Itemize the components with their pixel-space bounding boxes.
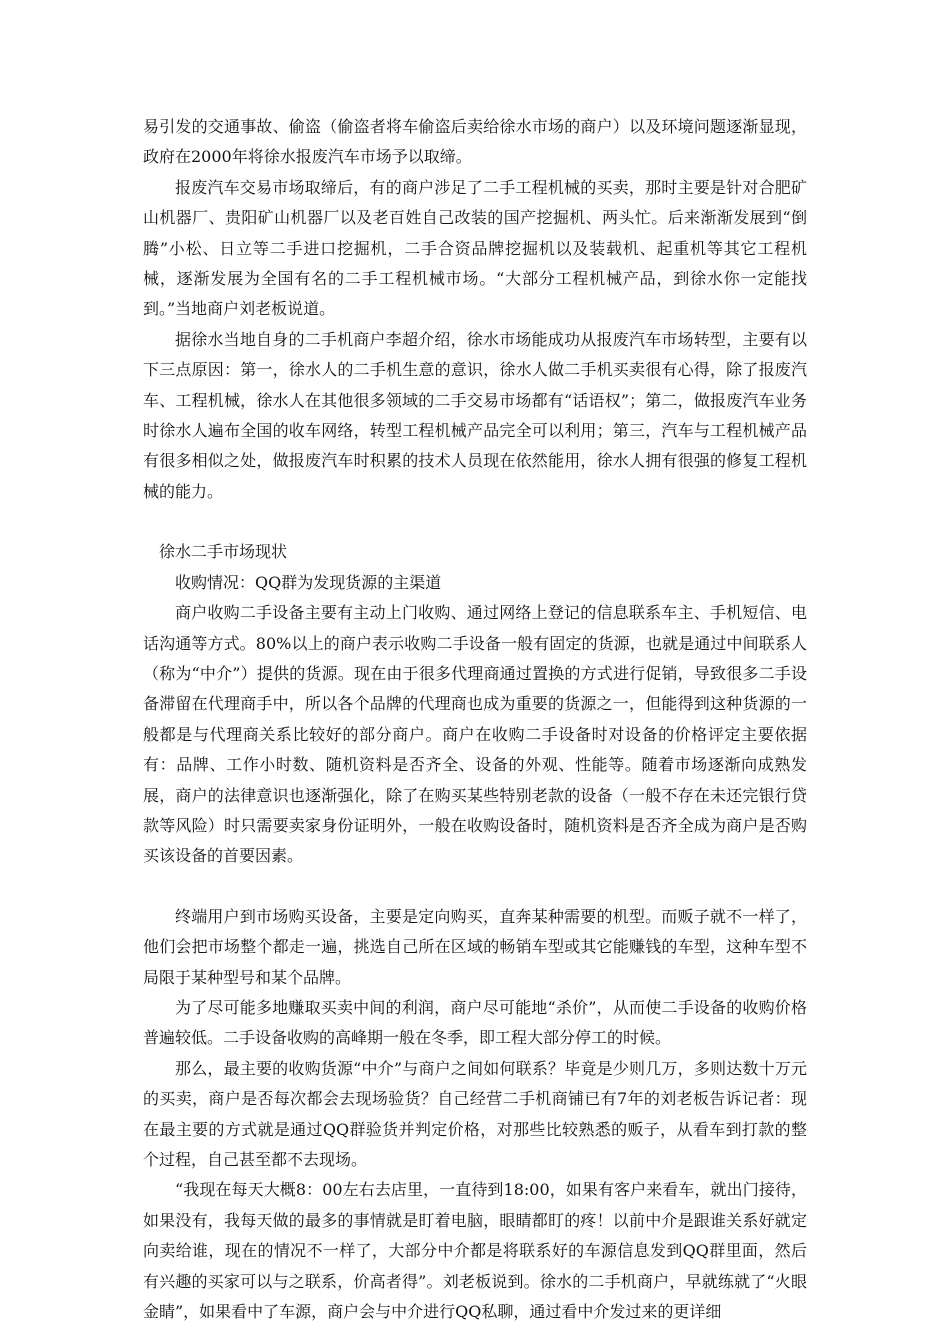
paragraph-pricing: 为了尽可能多地赚取买卖中间的利润，商户尽可能地“杀价”，从而使二手设备的收购价格普遍较低。二手设备收购的高峰期一般在冬季，即工程大部分停工的时候。 (143, 997, 807, 1048)
paragraph-market-transition: 报废汽车交易市场取缔后，有的商户涉足了二手工程机械的买卖，那时主要是针对合肥矿山机器厂、贵阳矿山机器厂以及老百姓自己改装的国产挖掘机、两头忙。后来渐渐发展到“倒腾”小松、日立等二手进口挖掘机，二手合资品牌挖掘机以及装载机、起重机等其它工程机械，逐渐发展为全国有名的二手工程机械市场。“大部分工程机械产品，到徐水你一定能找到。”当地商户刘老板说道。 (143, 177, 807, 319)
paragraph-three-reasons: 据徐水当地自身的二手机商户李超介绍，徐水市场能成功从报废汽车市场转型，主要有以下三点原因：第一，徐水人的二手机生意的意识，徐水人做二手机买卖很有心得，除了报废汽车、工程机械，徐水人在其他很多领域的二手交易市场都有“话语权”；第二，做报废汽车业务时徐水人遍布全国的收车网络，转型工程机械产品完全可以利用；第三，汽车与工程机械产品有很多相似之处，做报废汽车时积累的技术人员现在依然能用，徐水人拥有很强的修复工程机械的能力。 (143, 329, 807, 501)
paragraph-end-users: 终端用户到市场购买设备，主要是定向购买，直奔某种需要的机型。而贩子就不一样了，他们会把市场整个都走一遍，挑选自己所在区域的畅销车型或其它能赚钱的车型，这种车型不局限于某种型号和某个品牌。 (143, 906, 807, 987)
document-page (143, 112, 807, 1327)
paragraph-qq-group: 那么，最主要的收购货源“中介”与商户之间如何联系？毕竟是少则几万，多则达数十万元的买卖，商户是否每次都会去现场验货？自己经营二手机商铺已有7年的刘老板告诉记者：现在最主要的方式就是通过QQ群验货并判定价格，对那些比较熟悉的贩子，从看车到打款的整个过程，自己甚至都不去现场。 (143, 1058, 807, 1169)
paragraph-quote-liu: “我现在每天大概8：00左右去店里，一直待到18:00，如果有客户来看车，就出门接待，如果没有，我每天做的最多的事情就是盯着电脑，眼睛都盯的疼！以前中介是跟谁关系好就定向卖给谁，现在的情况不一样了，大部分中介都是将联系好的车源信息发到QQ群里面，然后有兴趣的买家可以与之联系，价高者得”。刘老板说到。徐水的二手机商户，早就练就了“火眼金睛”，如果看中了车源，商户会与中介进行QQ私聊，通过看中介发过来的更详细 (143, 1180, 807, 1322)
paragraph-acquisition: 商户收购二手设备主要有主动上门收购、通过网络上登记的信息联系车主、手机短信、电话沟通等方式。80%以上的商户表示收购二手设备一般有固定的货源，也就是通过中间联系人（称为“中介”）提供的货源。现在由于很多代理商通过置换的方式进行促销，导致很多二手设备滞留在代理商手中，所以各个品牌的代理商也成为重要的货源之一，但能得到这种货源的一般都是与代理商关系比较好的部分商户。商户在收购二手设备时对设备的价格评定主要依据有：品牌、工作小时数、随机资料是否齐全、设备的外观、性能等。随着市场逐渐向成熟发展，商户的法律意识也逐渐强化，除了在购买某些特别老款的设备（一般不存在未还完银行贷款等风险）时只需要卖家身份证明外，一般在收购设备时，随机资料是否齐全成为商户是否购买该设备的首要因素。 (143, 603, 807, 866)
section-heading: 徐水二手市场现状 (159, 542, 288, 562)
paragraph-continuation: 易引发的交通事故、偷盗（偷盗者将车偷盗后卖给徐水市场的商户）以及环境问题逐渐显现，政府在2000年将徐水报废汽车市场予以取缔。 (143, 117, 807, 167)
sub-heading: 收购情况：QQ群为发现货源的主渠道 (175, 572, 442, 592)
